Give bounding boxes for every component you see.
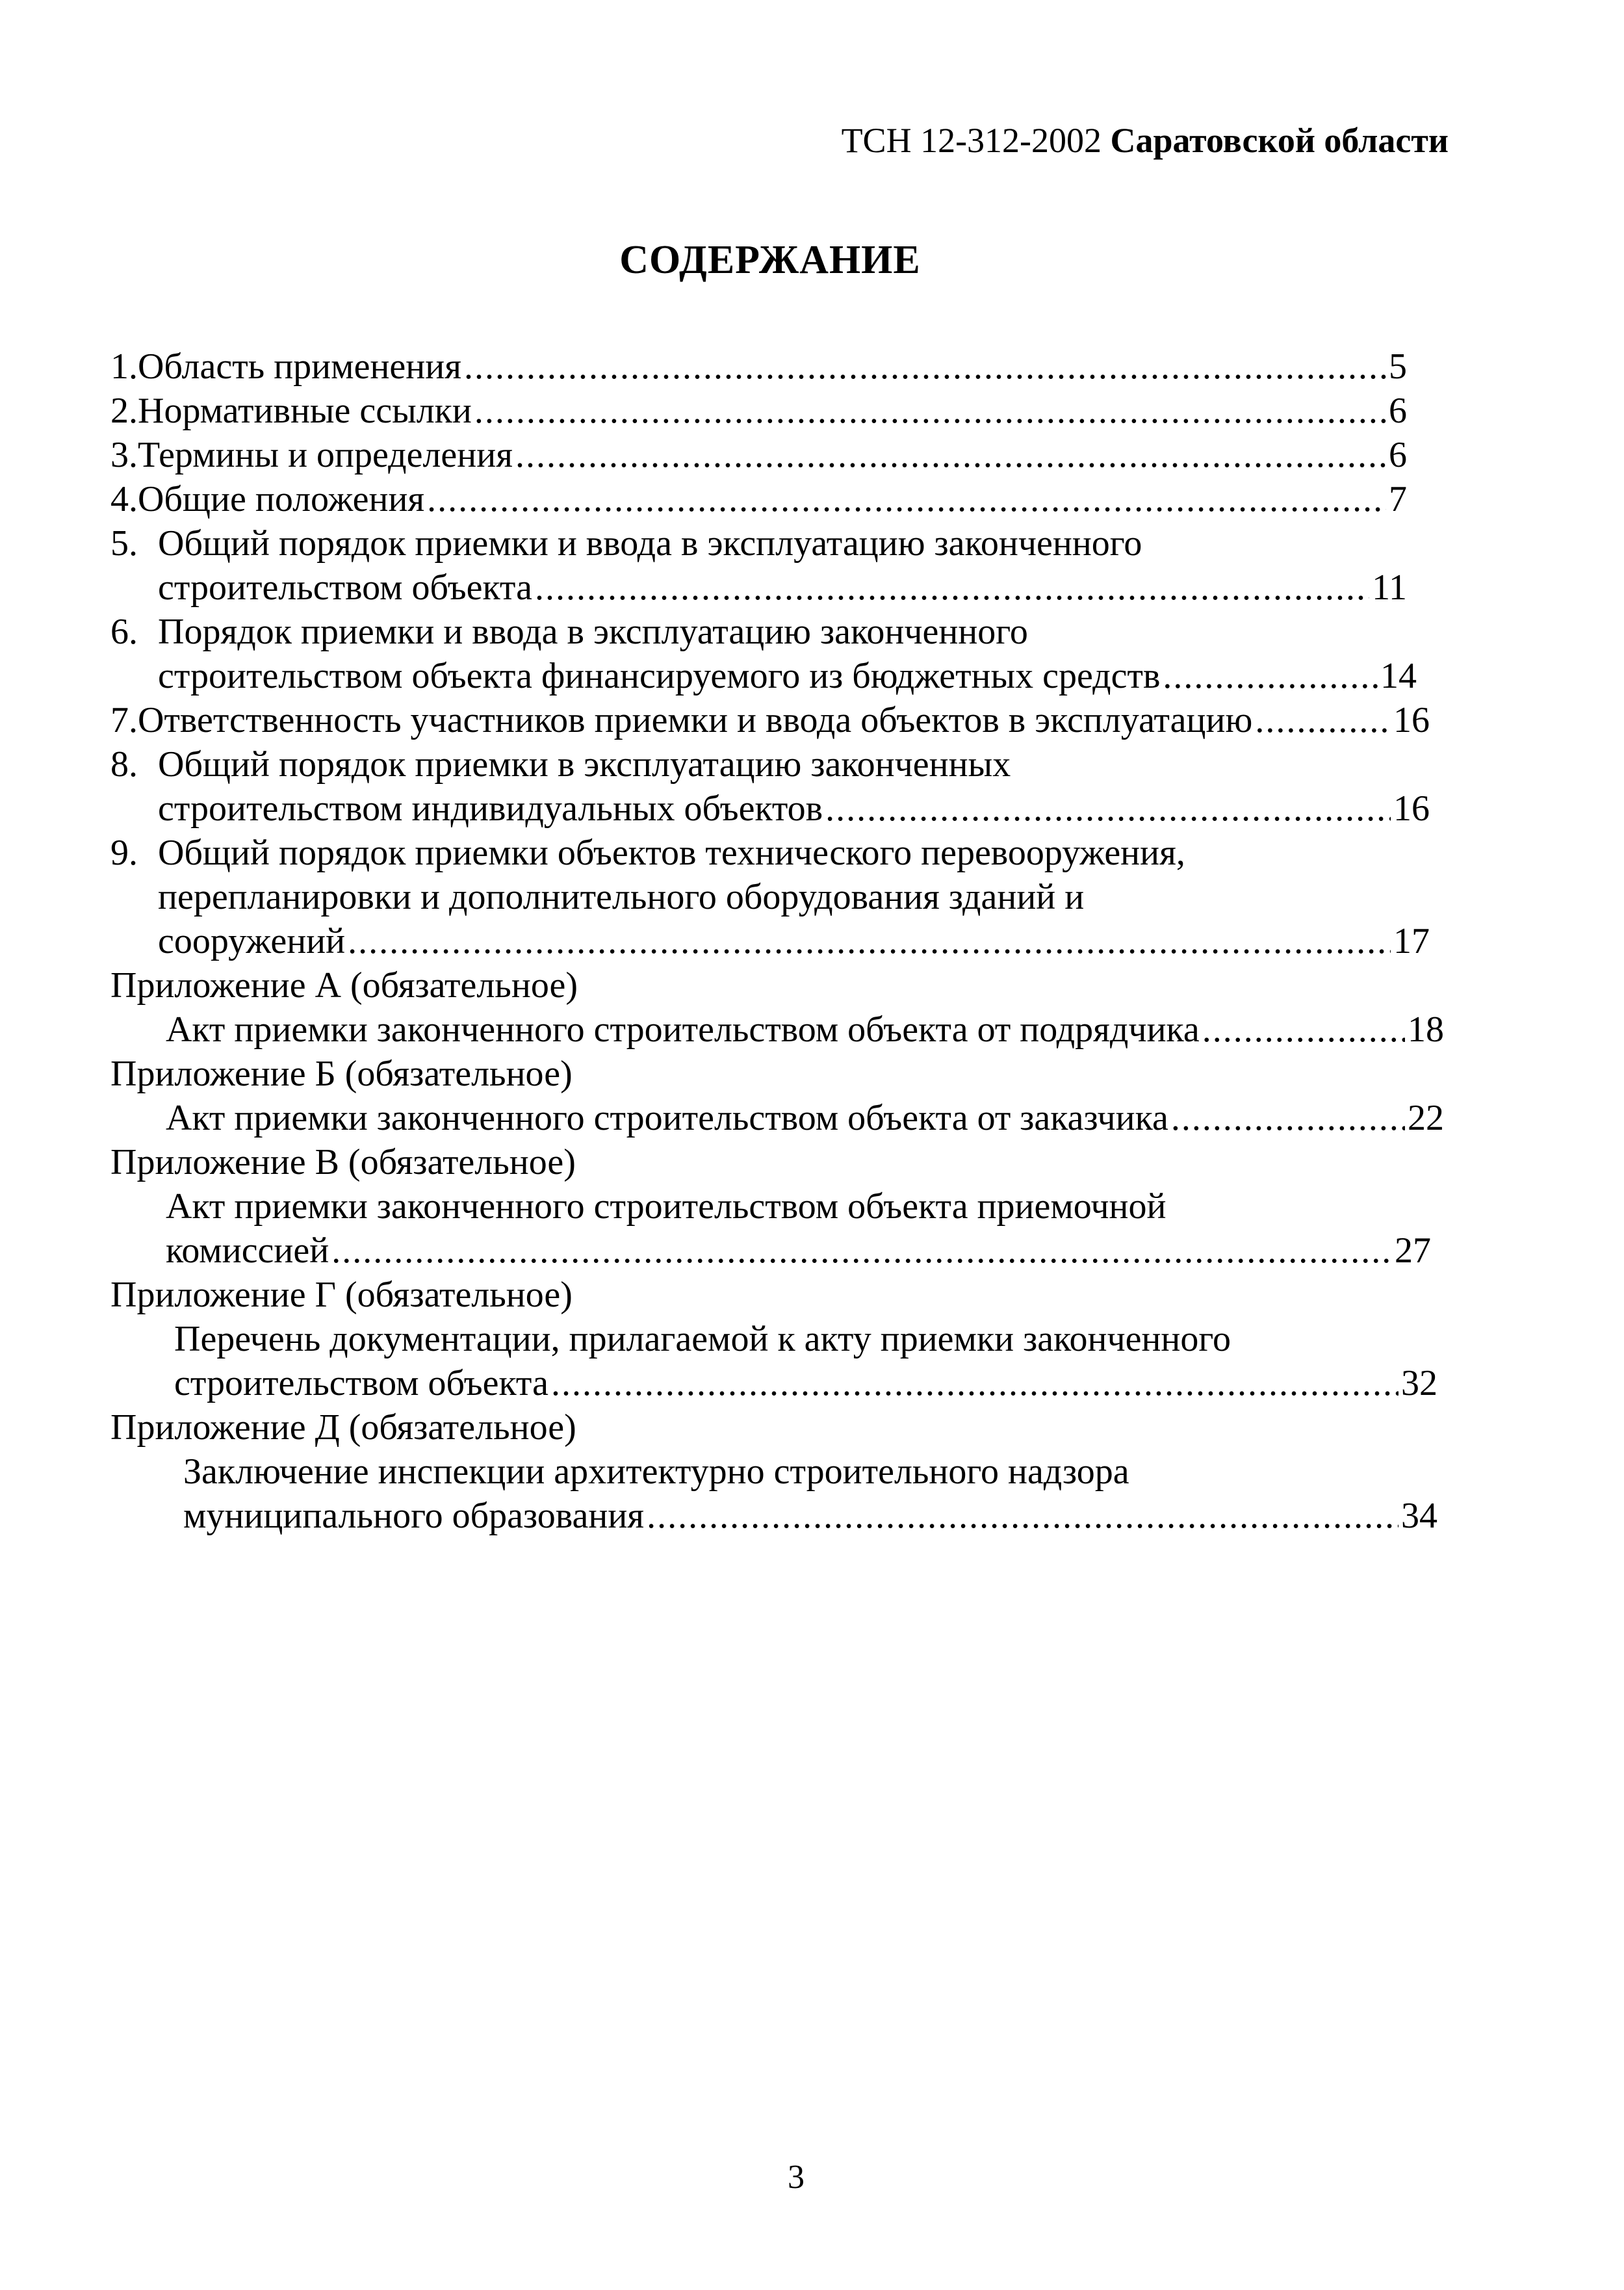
leader-dots (1171, 1096, 1405, 1140)
toc-page: 6 (1389, 391, 1407, 431)
toc-page: 16 (1393, 700, 1430, 740)
leader-dots (474, 389, 1386, 433)
toc-page: 7 (1389, 479, 1407, 519)
toc-text: Общие положения (138, 479, 425, 519)
toc-text: строительством объекта финансируемого из бюджетных средств (158, 656, 1161, 696)
toc-text: Акт приемки законченного строительством объекта от подрядчика (166, 1009, 1200, 1050)
appendix-b-heading[interactable] (110, 1052, 1410, 1096)
toc-text: Термины и определения (138, 435, 513, 475)
appendix-g-line1[interactable] (174, 1317, 1454, 1361)
appendix-v-heading[interactable] (110, 1140, 1410, 1184)
toc-entry-9-line3[interactable] (158, 919, 1430, 963)
appendix-a-heading[interactable] (110, 963, 1410, 1008)
appendix-heading: Приложение В (обязательное) (110, 1142, 576, 1182)
toc-text: Общий порядок приемки в эксплуатацию законченных (158, 744, 1011, 785)
appendix-d-heading[interactable] (110, 1405, 1410, 1450)
toc-text: Ответственность участников приемки и ввода объектов в эксплуатацию (138, 700, 1253, 740)
toc-entry-7[interactable] (110, 698, 1430, 742)
appendix-heading: Приложение Б (обязательное) (110, 1054, 573, 1094)
document-header (842, 120, 1449, 161)
toc-text: Акт приемки законченного строительством объекта приемочной (166, 1186, 1166, 1227)
toc-number: 9. (110, 833, 138, 873)
leader-dots (825, 787, 1391, 831)
leader-dots (1255, 698, 1391, 742)
toc-entry-1[interactable] (110, 345, 1407, 389)
appendix-heading: Приложение А (обязательное) (110, 965, 578, 1006)
leader-dots (331, 1229, 1392, 1273)
appendix-a-entry[interactable] (166, 1008, 1444, 1052)
leader-dots (515, 433, 1386, 477)
toc-text: перепланировки и дополнительного оборудования зданий и (158, 877, 1085, 917)
region-name: Саратовской области (1110, 121, 1449, 160)
toc-entry-6-line1[interactable] (110, 610, 1410, 654)
appendix-d-line1[interactable] (183, 1450, 1437, 1494)
toc-page: 11 (1372, 567, 1407, 608)
toc-page: 17 (1393, 921, 1430, 961)
toc-page: 6 (1389, 435, 1407, 475)
toc-text: Акт приемки законченного строительством объекта от заказчика (166, 1098, 1168, 1138)
toc-text: Общий порядок приемки и ввода в эксплуатацию законченного (158, 523, 1142, 564)
appendix-d-line2[interactable] (183, 1494, 1437, 1538)
page-number: 3 (788, 2159, 805, 2196)
standard-code: ТСН 12-312-2002 (841, 121, 1102, 160)
toc-entry-5-line2[interactable] (158, 566, 1407, 610)
toc-text: строительством индивидуальных объектов (158, 788, 823, 829)
toc-text: Порядок приемки и ввода в эксплуатацию законченного (158, 612, 1028, 652)
toc-number: 6. (110, 612, 138, 652)
appendix-heading: Приложение Г (обязательное) (110, 1275, 573, 1315)
appendix-g-heading[interactable] (110, 1273, 1410, 1317)
toc-page: 18 (1408, 1009, 1444, 1050)
toc-page: 16 (1393, 788, 1430, 829)
toc-number: 1. (110, 346, 138, 387)
appendix-heading: Приложение Д (обязательное) (110, 1407, 576, 1448)
toc-entry-8-line1[interactable] (110, 742, 1410, 787)
toc-text: Перечень документации, прилагаемой к акту приемки законченного (174, 1319, 1231, 1359)
toc-number: 7. (110, 700, 138, 740)
toc-page: 32 (1401, 1363, 1437, 1403)
toc-number: 4. (110, 479, 138, 519)
toc-page: 27 (1395, 1230, 1431, 1271)
leader-dots (1202, 1008, 1405, 1052)
appendix-v-line2[interactable] (166, 1229, 1431, 1273)
leader-dots (551, 1361, 1398, 1405)
toc-text: Заключение инспекции архитектурно строительного надзора (183, 1451, 1129, 1492)
toc-entry-3[interactable] (110, 433, 1407, 477)
leader-dots (647, 1494, 1398, 1538)
toc-entry-9-line1[interactable] (110, 831, 1475, 875)
leader-dots (427, 477, 1386, 521)
toc-entry-9-line2[interactable] (158, 875, 1458, 919)
leader-dots (348, 919, 1391, 963)
toc-entry-6-line2[interactable] (158, 654, 1417, 698)
appendix-b-entry[interactable] (166, 1096, 1444, 1140)
toc-text: муниципального образования (183, 1496, 645, 1536)
appendix-g-line2[interactable] (174, 1361, 1437, 1405)
toc-page: 34 (1401, 1496, 1437, 1536)
toc-text: сооружений (158, 921, 346, 961)
toc-number: 8. (110, 744, 138, 785)
toc-text: строительством объекта (174, 1363, 548, 1403)
toc-text: Область применения (138, 346, 461, 387)
toc-page: 5 (1389, 346, 1407, 387)
leader-dots (1163, 654, 1378, 698)
appendix-v-line1[interactable] (166, 1184, 1444, 1229)
toc-text: строительством объекта (158, 567, 532, 608)
toc-entry-5-line1[interactable] (110, 521, 1410, 566)
toc-entry-4[interactable] (110, 477, 1407, 521)
toc-entry-2[interactable] (110, 389, 1407, 433)
toc-text: Общий порядок приемки объектов технического перевооружения, (158, 833, 1185, 873)
toc-entry-8-line2[interactable] (158, 787, 1430, 831)
toc-number: 3. (110, 435, 138, 475)
toc-text: комиссией (166, 1230, 329, 1271)
leader-dots (464, 345, 1386, 389)
toc-number: 2. (110, 391, 138, 431)
toc-page: 22 (1408, 1098, 1444, 1138)
toc-text: Нормативные ссылки (138, 391, 472, 431)
leader-dots (535, 566, 1369, 610)
page-title: СОДЕРЖАНИЕ (619, 238, 921, 282)
toc-number: 5. (110, 523, 138, 564)
toc-page: 14 (1380, 656, 1417, 696)
